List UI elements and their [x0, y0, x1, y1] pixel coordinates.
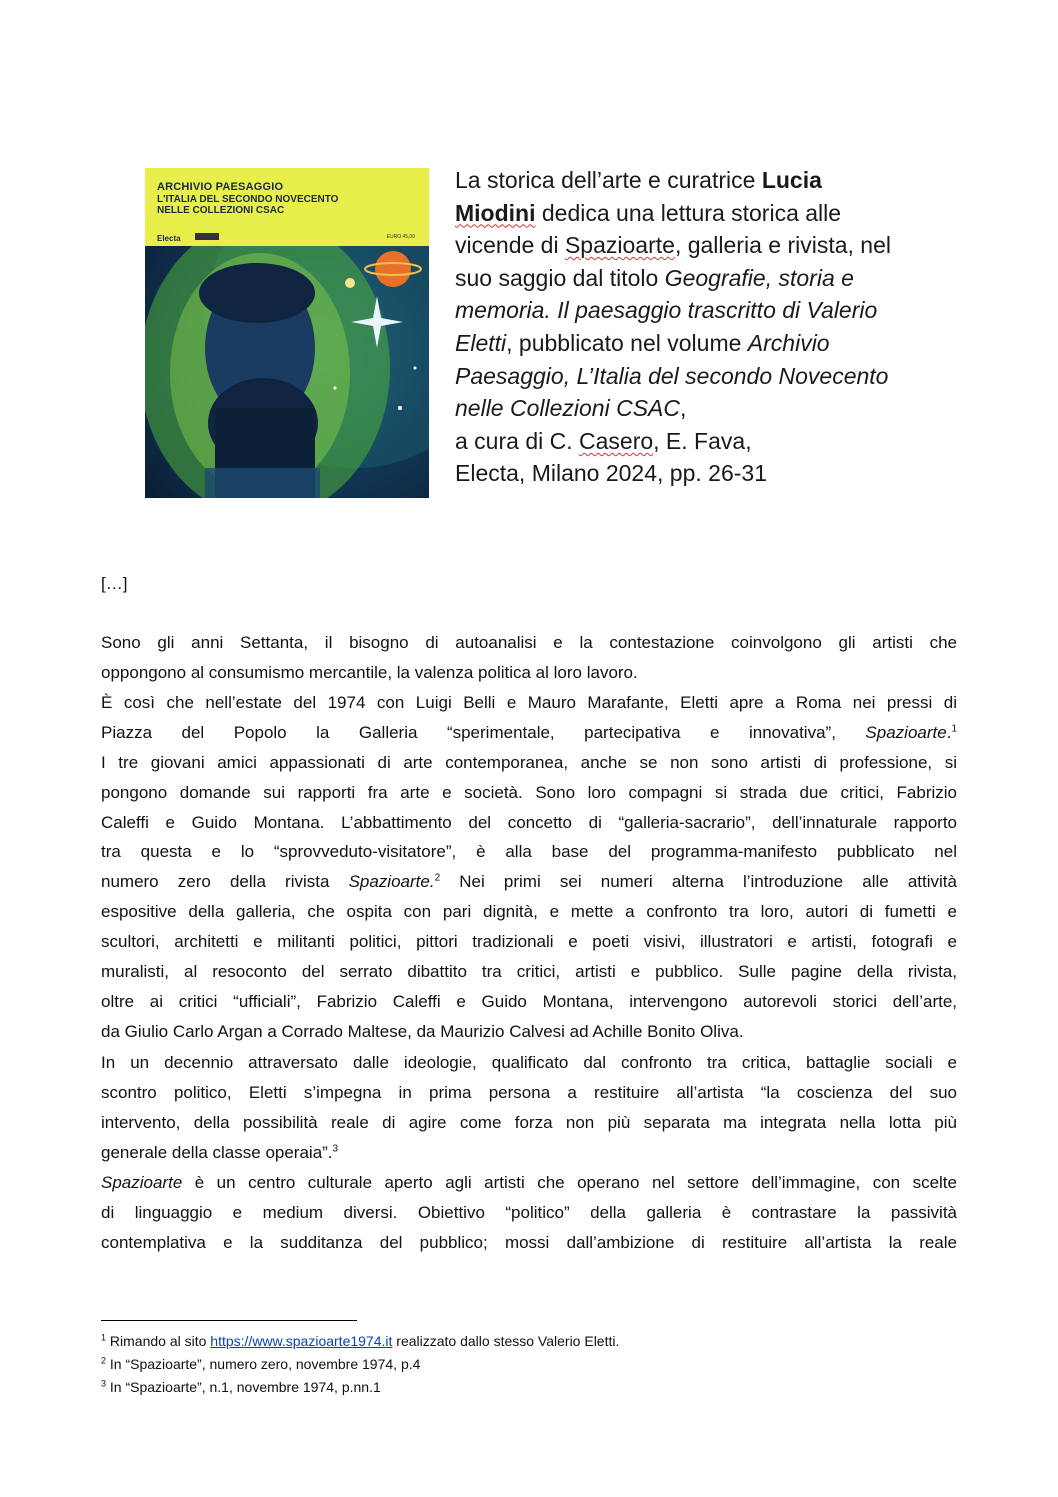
intro-line: nelle Collezioni CSAC, [455, 395, 687, 422]
text-line: contemplativa e la sudditanza del pubblico; mossi dall’ambizione di restituire all’artista la reale [101, 1232, 957, 1252]
text-line: In un decennio attraversato dalle ideologie, qualificato dal confronto tra critica, battaglie sociali e [101, 1053, 958, 1072]
text-line: scontro politico, Eletti s’impegna in prima persona a restituire all’artista “la coscienza del suo [101, 1082, 957, 1102]
paragraph-4 [101, 1168, 957, 1258]
intro-line: Paesaggio, L’Italia del secondo Novecento [455, 362, 889, 389]
text-line: espositive della galleria, che ospita con pari dignità, e mette a confronto tra loro, autori di fumetti e [101, 902, 957, 922]
intro-line: vicende di Spazioarte, galleria e rivista, nel [455, 232, 891, 259]
footnote-separator [101, 1320, 357, 1321]
text-line: numero zero della rivista Spazioarte.$^2$ Nei primi sei numeri alterna l’introduzione alle attività [101, 872, 957, 892]
text-line: generale della classe operaia”.$^3$ [101, 1142, 339, 1162]
text-line: scultori, architetti e militanti politici, pittori tradizionali e poeti visivi, illustratori e artisti, fotografi e [101, 932, 957, 952]
text-line: È così che nell’estate del 1974 con Luigi Belli e Mauro Marafante, Eletti apre a Roma nei pressi di [101, 693, 957, 712]
paragraph-3 [101, 1048, 957, 1168]
intro-paragraph [455, 164, 1015, 490]
ellipsis: […] [101, 574, 128, 593]
paragraph-2 [101, 688, 957, 1047]
footnote-ref: 2 [434, 872, 441, 884]
cover-publisher: Electa [157, 234, 181, 243]
cover-price: EURO 45,00 [386, 234, 415, 240]
text-line: Piazza del Popolo la Galleria “sperimentale, partecipativa e innovativa”, Spazioarte.$^1$ [101, 722, 957, 742]
intro-line: Miodini dedica una lettura storica alle [455, 199, 842, 226]
cover-logos [195, 233, 219, 240]
text-line: intervento, della possibilità reale di agire come forza non più separata ma integrata nella lotta più [101, 1112, 957, 1132]
text-line: oltre ai critici “ufficiali”, Fabrizio Caleffi e Guido Montana, intervengono autorevoli storici dell’arte, [101, 991, 957, 1011]
spazioarte-link[interactable]: https://www.spazioarte1974.it [210, 1333, 393, 1349]
text-line: da Giulio Carlo Argan a Corrado Maltese, da Maurizio Calvesi ad Achille Bonito Oliva. [101, 1021, 744, 1041]
footnote-ref: 1 [951, 723, 957, 735]
cover-subtitle: L'ITALIA DEL SECONDO NOVECENTO NELLE COLLEZIONI CSAC [157, 194, 339, 216]
intro-line: Electa, Milano 2024, pp. 26-31 [455, 460, 767, 487]
text-line: oppongono al consumismo mercantile, la valenza politica al loro lavoro. [101, 662, 638, 682]
footnote-ref: 3 [332, 1143, 339, 1155]
book-cover-image [145, 168, 429, 498]
intro-line: La storica dell’arte e curatrice Lucia [455, 167, 822, 193]
text-line: di linguaggio e medium diversi. Obiettivo “politico” della galleria è contrastare la passività [101, 1202, 957, 1222]
text-line: Sono gli anni Settanta, il bisogno di autoanalisi e la contestazione coinvolgono gli artisti che [101, 633, 957, 652]
footnote-1: $^1$ Rimando al sito https://www.spazioarte1974.it realizzato dallo stesso Valerio Eletti. [101, 1332, 620, 1349]
cover-series-title: ARCHIVIO PAESAGGIO [157, 181, 284, 193]
intro-line: memoria. Il paesaggio trascritto di Valerio [455, 297, 878, 324]
cover-title-band [145, 168, 429, 246]
text-line: I tre giovani amici appassionati di arte contemporanea, anche se non sono artisti di professione, si [101, 752, 957, 772]
text-line: Caleffi e Guido Montana. L’abbattimento del concetto di “galleria-sacrario”, dell’innaturale rapporto [101, 812, 957, 832]
footnote-3: $^3$ In “Spazioarte”, n.1, novembre 1974, p.nn.1 [101, 1378, 381, 1395]
footnote-2: $^2$ In “Spazioarte”, numero zero, novembre 1974, p.4 [101, 1355, 421, 1372]
text-line: Spazioarte è un centro culturale aperto agli artisti che operano nel settore dell’immagine, con scelte [101, 1173, 957, 1192]
paragraph-1 [101, 628, 957, 688]
text-line: tra questa e lo “sprovveduto-visitatore”, è alla base del programma-manifesto pubblicato nel [101, 842, 957, 862]
intro-line: Eletti, pubblicato nel volume Archivio [455, 329, 830, 356]
intro-line: suo saggio dal titolo Geografie, storia e [455, 264, 854, 291]
text-line: pongono domande sui rapporti fra arte e società. Sono loro compagni si strada due critici, Fabrizio [101, 782, 957, 802]
text-line: muralisti, al resoconto del serrato dibattito tra critici, artisti e pubblico. Sulle pagine della rivista, [101, 962, 957, 982]
intro-line: a cura di C. Casero, E. Fava, [455, 427, 752, 454]
